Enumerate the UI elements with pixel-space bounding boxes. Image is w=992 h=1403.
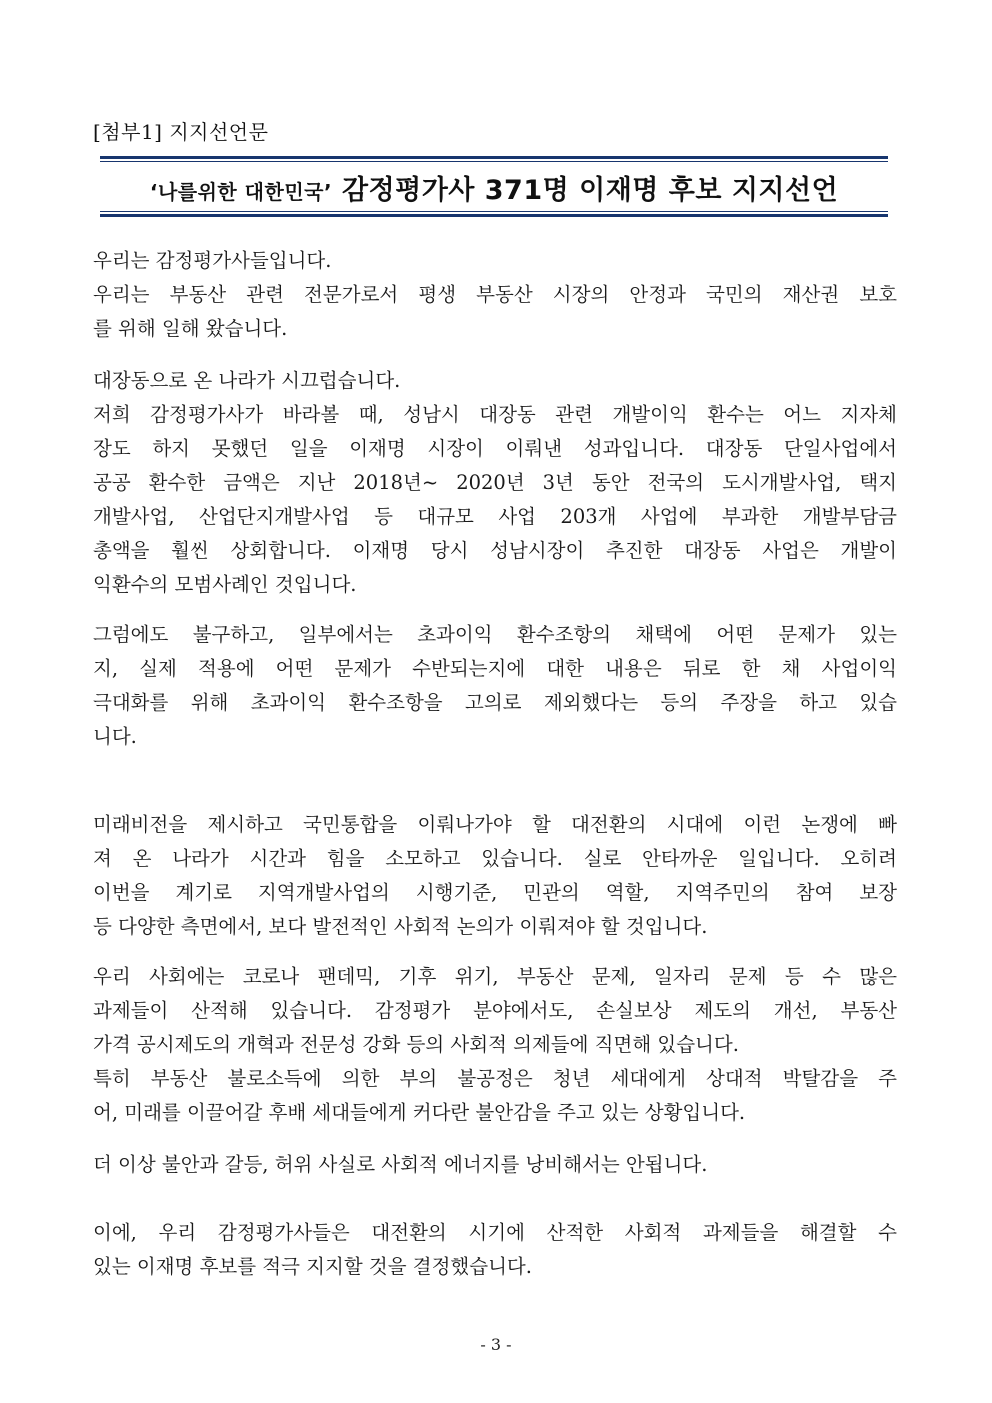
attachment-label: [첨부1] 지지선언문 [93, 120, 269, 144]
paragraph-line: 미래비전을 제시하고 국민통합을 이뤄나가야 할 대전환의 시대에 이런 논쟁에 빠 [93, 813, 897, 836]
paragraph-line: 총액을 훨씬 상회합니다. 이재명 당시 성남시장이 추진한 대장동 사업은 개발이 [93, 539, 897, 562]
title-quote: ‘나를위한 대한민국’ [149, 180, 333, 204]
paragraph-line: 극대화를 위해 초과이익 환수조항을 고의로 제외했다는 등의 주장을 하고 있습 [93, 691, 897, 714]
paragraph [93, 278, 897, 346]
paragraph-line: 공공 환수한 금액은 지난 2018년~ 2020년 3년 동안 전국의 도시개발사업, 택지 [93, 471, 897, 494]
paragraph-line: 우리 사회에는 코로나 팬데믹, 기후 위기, 부동산 문제, 일자리 문제 등 수 많은 [93, 965, 897, 988]
paragraph-line: 니다. [93, 725, 137, 748]
paragraph [93, 1062, 897, 1130]
title-rule-top-thin [100, 161, 888, 162]
paragraph-line: 이에, 우리 감정평가사들은 대전환의 시기에 산적한 사회적 과제들을 해결할 수 [93, 1221, 897, 1244]
paragraph-line: 장도 하지 못했던 일을 이재명 시장이 이뤄낸 성과입니다. 대장동 단일사업에서 [93, 437, 897, 460]
paragraph [93, 618, 897, 754]
document-title [100, 168, 888, 207]
paragraph-line: 이번을 계기로 지역개발사업의 시행기준, 민관의 역할, 지역주민의 참여 보장 [93, 881, 897, 904]
paragraph-line: 그럼에도 불구하고, 일부에서는 초과이익 환수조항의 채택에 어떤 문제가 있는 [93, 623, 897, 646]
paragraph-line: 등 다양한 측면에서, 보다 발전적인 사회적 논의가 이뤄져야 할 것입니다. [93, 915, 708, 938]
paragraph [93, 398, 897, 602]
paragraph-line: 우리는 부동산 관련 전문가로서 평생 부동산 시장의 안정과 국민의 재산권 보호 [93, 283, 897, 306]
paragraph [93, 1216, 897, 1284]
paragraph-line: 과제들이 산적해 있습니다. 감정평가 분야에서도, 손실보상 제도의 개선, 부동산 [93, 999, 897, 1022]
title-main: 감정평가사 371명 이재명 후보 지지선언 [332, 175, 839, 206]
paragraph [93, 364, 897, 398]
paragraph-line: 있는 이재명 후보를 적극 지지할 것을 결정했습니다. [93, 1255, 532, 1278]
title-rule-bottom-thin [100, 211, 888, 212]
title-block [100, 156, 888, 212]
title-rule-top [100, 156, 888, 159]
page-number: - 3 - [480, 1335, 512, 1354]
paragraph [93, 1148, 897, 1182]
paragraph-line: 더 이상 불안과 갈등, 허위 사실로 사회적 에너지를 낭비해서는 안됩니다. [93, 1153, 708, 1176]
paragraph-line: 특히 부동산 불로소득에 의한 부의 불공정은 청년 세대에게 상대적 박탈감을 주 [93, 1067, 897, 1090]
paragraph [93, 808, 897, 944]
document-body [93, 244, 897, 1344]
paragraph-line: 가격 공시제도의 개혁과 전문성 강화 등의 사회적 의제들에 직면해 있습니다. [93, 1033, 739, 1056]
paragraph-line: 를 위해 일해 왔습니다. [93, 317, 288, 340]
title-rule-bottom [100, 214, 888, 217]
paragraph-line: 익환수의 모범사례인 것입니다. [93, 573, 357, 596]
paragraph-line: 대장동으로 온 나라가 시끄럽습니다. [93, 369, 401, 392]
paragraph-line: 지, 실제 적용에 어떤 문제가 수반되는지에 대한 내용은 뒤로 한 채 사업이익 [93, 657, 897, 680]
paragraph [93, 244, 897, 278]
paragraph-line: 져 온 나라가 시간과 힘을 소모하고 있습니다. 실로 안타까운 일입니다. 오히려 [93, 847, 897, 870]
paragraph-line: 저희 감정평가사가 바라볼 때, 성남시 대장동 관련 개발이익 환수는 어느 지자체 [93, 403, 897, 426]
paragraph [93, 960, 897, 1062]
paragraph-line: 개발사업, 산업단지개발사업 등 대규모 사업 203개 사업에 부과한 개발부담금 [93, 505, 897, 528]
paragraph-line: 어, 미래를 이끌어갈 후배 세대들에게 커다란 불안감을 주고 있는 상황입니다. [93, 1101, 746, 1124]
paragraph-line: 우리는 감정평가사들입니다. [93, 249, 332, 272]
